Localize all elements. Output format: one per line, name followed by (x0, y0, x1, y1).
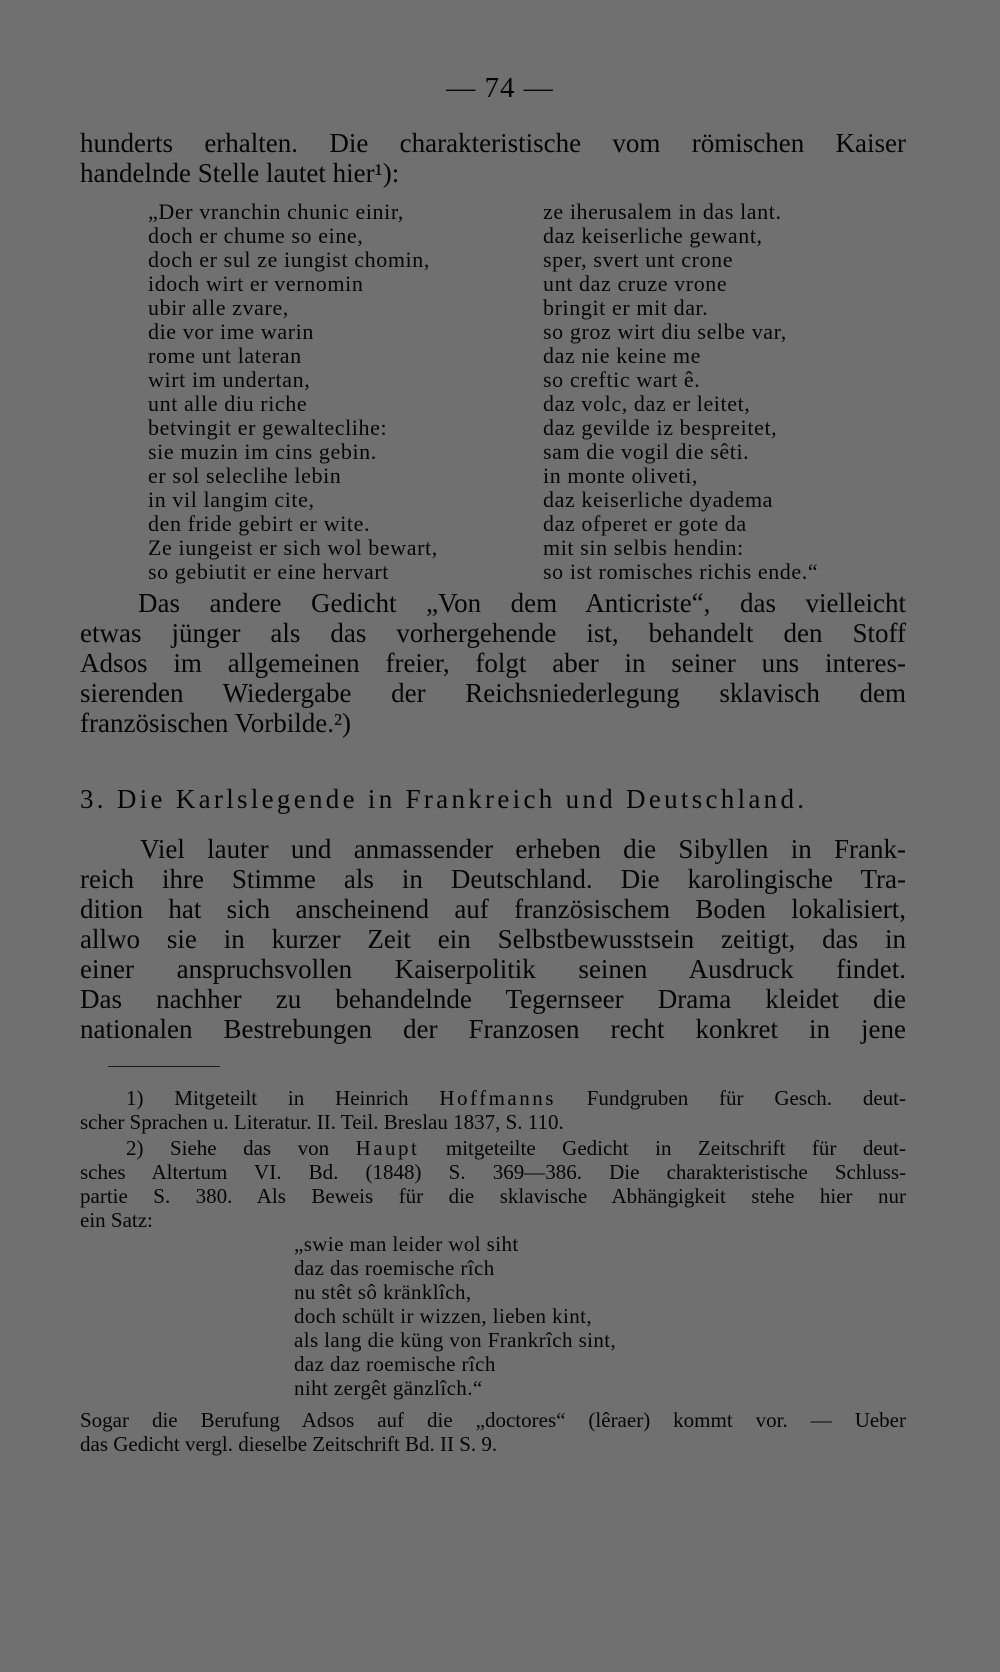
paragraph-karlslegende (80, 834, 906, 1044)
verse-line: daz daz roemische rîch (294, 1352, 496, 1376)
poem-line: unt daz cruze vrone (543, 271, 728, 296)
text-line: Viel lauter und anmassender erheben die Sibyllen in Frank- (140, 834, 906, 864)
text-line: allwo sie in kurzer Zeit ein Selbstbewusstsein zeitigt, das in (80, 924, 906, 954)
footnote-line: ein Satz: (80, 1208, 153, 1232)
poem-line: idoch wirt er vernomin (148, 271, 364, 296)
text-line: handelnde Stelle lautet hier¹): (80, 158, 400, 188)
poem-line: sper, svert unt crone (543, 247, 734, 272)
text-line: dition hat sich anscheinend auf französischem Boden lokalisiert, (80, 894, 906, 924)
text-line: sierenden Wiedergabe der Reichsniederlegung sklavisch dem (80, 678, 906, 708)
text-line: reich ihre Stimme als in Deutschland. Die karolingische Tra- (80, 864, 906, 894)
poem-line: rome unt lateran (148, 343, 302, 368)
poem-line: bringit er mit dar. (543, 295, 709, 320)
footnote-line: sches Altertum VI. Bd. (1848) S. 369—386. Die charakteristische Schluss- (80, 1160, 906, 1184)
poem-line: wirt im undertan, (148, 367, 311, 392)
poem-line: so ist romisches richis ende.“ (543, 559, 819, 584)
poem-line: unt alle diu riche (148, 391, 308, 416)
footnote-text: 2) Siehe das von (126, 1136, 356, 1160)
poem-line: betvingit er gewalteclihe: (148, 415, 388, 440)
verse-line: als lang die küng von Frankrîch sint, (294, 1328, 617, 1352)
footnote-line (80, 1086, 906, 1110)
poem-line: so groz wirt diu selbe var, (543, 319, 787, 344)
poem-line: in monte oliveti, (543, 463, 699, 488)
poem-line: so gebiutit er eine hervart (148, 559, 390, 584)
footnote-text: Fundgruben für Gesch. deut- (555, 1086, 906, 1110)
poem-line: daz nie keine me (543, 343, 702, 368)
verse-line: doch schült ir wizzen, lieben kint, (294, 1304, 593, 1328)
poem-right-column (543, 200, 818, 584)
verse-line: nu stêt sô kränklîch, (294, 1280, 472, 1304)
poem-line: daz volc, daz er leitet, (543, 391, 751, 416)
poem-line: sie muzin im cins gebin. (148, 439, 377, 464)
section-heading: 3. Die Karlslegende in Frankreich und Deutschland. (80, 784, 808, 814)
footnote-line: partie S. 380. Als Beweis für die sklavische Abhängigkeit stehe hier nur (80, 1184, 906, 1208)
poem-line: die vor ime warin (148, 319, 314, 344)
poem-line: den fride gebirt er wite. (148, 511, 371, 536)
text-line: französischen Vorbilde.²) (80, 708, 352, 738)
page-number: — 74 — (446, 72, 554, 104)
author-name: Haupt (355, 1136, 420, 1160)
footnote-text: mitgeteilte Gedicht in Zeitschrift für deut- (419, 1136, 906, 1160)
footnote-line (80, 1136, 906, 1160)
poem-line: sam die vogil die sêti. (543, 439, 750, 464)
poem-line: ze iherusalem in das lant. (543, 199, 782, 224)
text-line: Das andere Gedicht „Von dem Anticriste“, das vielleicht (138, 588, 906, 618)
text-line: Adsos im allgemeinen freier, folgt aber in seiner uns interes- (80, 648, 906, 678)
text-line: Das nachher zu behandelnde Tegernseer Drama kleidet die (80, 984, 906, 1014)
text-line: hunderts erhalten. Die charakteristische vom römischen Kaiser (80, 128, 906, 158)
footnote-line: das Gedicht vergl. dieselbe Zeitschrift Bd. II S. 9. (80, 1432, 498, 1456)
poem-line: doch er sul ze iungist chomin, (148, 247, 430, 272)
poem-line: „Der vranchin chunic einir, (148, 199, 404, 224)
poem-line: mit sin selbis hendin: (543, 535, 744, 560)
poem-line: daz ofperet er gote da (543, 511, 747, 536)
poem-line: so creftic wart ê. (543, 367, 701, 392)
verse-line: niht zergêt gänzlîch.“ (294, 1376, 483, 1400)
footnote-line: scher Sprachen u. Literatur. II. Teil. Breslau 1837, S. 110. (80, 1110, 564, 1134)
poem-line: doch er chume so eine, (148, 223, 364, 248)
poem-line: daz keiserliche gewant, (543, 223, 763, 248)
poem-line: er sol seleclihe lebin (148, 463, 342, 488)
poem-line: daz gevilde iz bespreitet, (543, 415, 778, 440)
paragraph-anticrist (80, 588, 906, 738)
text-line: nationalen Bestrebungen der Franzosen recht konkret in jene (80, 1014, 906, 1044)
footnote-line: Sogar die Berufung Adsos auf die „doctores“ (lêraer) kommt vor. — Ueber (80, 1408, 906, 1432)
footnote-2 (80, 1136, 906, 1232)
poem-line: ubir alle zvare, (148, 295, 289, 320)
footnote-closing (80, 1408, 906, 1456)
verse-line: „swie man leider wol siht (294, 1232, 519, 1256)
footnote-divider (108, 1066, 220, 1067)
author-name: Hoffmanns (439, 1086, 556, 1110)
poem-line: daz keiserliche dyadema (543, 487, 774, 512)
poem-line: in vil langim cite, (148, 487, 315, 512)
poem-left-column (148, 200, 438, 584)
quoted-verse (294, 1232, 616, 1400)
text-line: einer anspruchsvollen Kaiserpolitik seinen Ausdruck findet. (80, 954, 906, 984)
footnote-1 (80, 1086, 906, 1134)
footnote-text: 1) Mitgeteilt in Heinrich (126, 1086, 440, 1110)
text-line: etwas jünger als das vorhergehende ist, behandelt den Stoff (80, 618, 906, 648)
verse-line: daz das roemische rîch (294, 1256, 495, 1280)
poem-line: Ze iungeist er sich wol bewart, (148, 535, 438, 560)
intro-paragraph (80, 128, 906, 188)
